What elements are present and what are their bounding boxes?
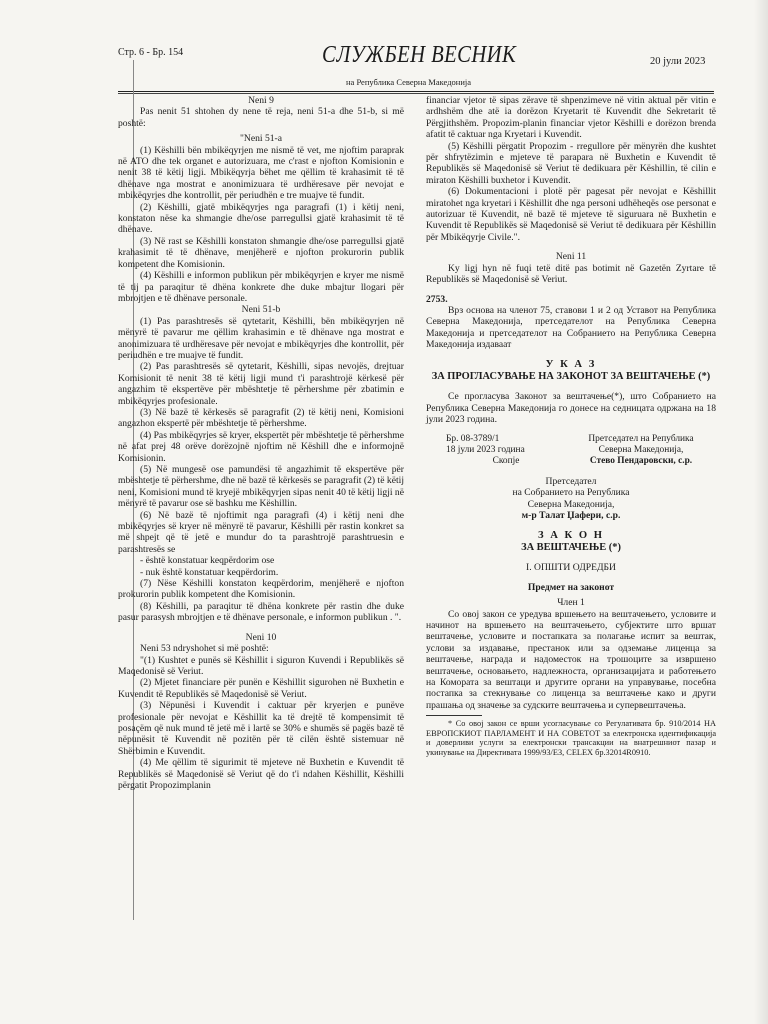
article-heading: "Neni 51-a	[239, 133, 282, 145]
item-number: 2753.	[426, 293, 448, 305]
paragraph: Врз основа на членот 75, ставови 1 и 2 од Уставот на Република Северна Македонија, претседателот на Република Северна Македонија и претседателот на Собранието на Република Северна Македонија издаваат	[426, 304, 716, 351]
speaker-country: Северна Македонија,	[527, 498, 615, 510]
paragraph: Со овој закон се уредува вршењето на вештачењето, условите и начинот на вршењето на вештачењето, субјектите што вршат вештачење, условите и постапката за полагање испит за вештак, услови за издавање, престанок или за одземање лиценца за вештачење, награда и надоместок на трошоците за извршено вештачење, основањето, надлежноста, организацијата и работењето на Комората за вештаци и другите органи на управување, посебна постапка за стекнување со лиценца за вештачење како и други прашања од значење за судските вештачења и супервештачења.	[426, 608, 716, 711]
header-rule-thin	[118, 93, 714, 94]
section-heading: Предмет на законот	[527, 581, 615, 593]
article-heading: Neni 51-b	[241, 304, 281, 316]
page-reference: Стр. 6 - Бр. 154	[118, 47, 184, 58]
decree-number: Бр. 08-3789/1	[446, 433, 500, 444]
president-country: Северна Македонија,	[598, 445, 684, 456]
list-item: - është konstatuar keqpërdorim ose	[140, 555, 275, 567]
president-title: Претседател на Република	[588, 433, 694, 444]
left-column	[118, 95, 404, 791]
chapter-heading: I. ОПШТИ ОДРЕДБИ	[526, 562, 616, 574]
law-subtitle: ЗА ВЕШТАЧЕЊЕ (*)	[521, 542, 621, 553]
footnote: * Со овој закон се врши усогласување со Регулативата бр. 910/2014 НА ЕВРОПСКИОТ ПАРЛАМЕНТ И НА СОВЕТОТ за електронска идентификација и доверливи услуги за електронски трансакции на внатрешниот пазар и укинување на Директивата 1999/93/ЕЗ, CELEX бр.32014R0910.	[426, 719, 716, 758]
paragraph: (4) Me qëllim të sigurimit të mjeteve në Buxhetin e Kuvendit të Republikës së Maqedonisë së Veriut që do t'i ndahen Këshillit, Këshilli përgatit Propozimplanin	[118, 757, 404, 791]
decree-place: Скопје	[492, 456, 520, 467]
paragraph: (2) Këshilli, gjatë mbikëqyrjes nga paragrafi (1) i këtij neni, konstaton nëse ka shmangie dhe/ose parregullsi gjatë krahasimit të të dhënave.	[118, 201, 404, 236]
decree-subtitle: ЗА ПРОГЛАСУВАЊЕ НА ЗАКОНОТ ЗА ВЕШТАЧЕЊЕ (*)	[431, 371, 711, 383]
signature-block	[426, 434, 716, 468]
paragraph: (5) Këshilli përgatit Propozim - rregullore për mënyrën dhe kushtet për shfrytëzimin e mjeteve të parapara në Buxhetin e Kuvendit të Republikës së Maqedonisë së Veriut të dedikuara për Këshillin, të cilin e miraton Këshilli buxhetor i Kuvendit.	[426, 140, 716, 186]
footnote-rule	[426, 715, 482, 716]
article-heading: Neni 10	[245, 631, 277, 643]
paragraph: Neni 53 ndryshohet si më poshtë:	[140, 643, 269, 655]
paragraph: (3) Në rast se Këshilli konstaton shmangie dhe/ose parregullsi gjatë krahasimit të të dhënave, menjëherë e njofton prokurorin publik kompetent dhe Komisionin.	[118, 235, 404, 270]
paragraph: (3) Në bazë të kërkesës së paragrafit (2) të këtij neni, Komisioni angazhon ekspertë për mbështetje të përhershme.	[118, 406, 404, 430]
paragraph: financiar vjetor të sipas zërave të shpenzimeve në vitin aktual për vitin e ardhshëm dhe atë ia dorëzon Kryetarit të Kuvendit dhe Sekretarit të Përgjithshëm. Propozim-planin financiar vjetor Këshilli e dorëzon brenda afatit të caktuar nga Kryetari i Kuvendit.	[426, 95, 716, 141]
speaker-title: на Собранието на Република	[512, 487, 630, 499]
paragraph: Pas nenit 51 shtohen dy nene të reja, neni 51-a dhe 51-b, si më poshtë:	[118, 106, 404, 129]
paragraph: "(1) Kushtet e punës së Këshillit i siguron Kuvendi i Republikës së Maqedonisë së Veriut.	[118, 654, 404, 677]
header-rule	[118, 91, 714, 92]
paragraph: (2) Pas parashtresës së qytetarit, Këshilli, sipas nevojës, drejtuar Komisionit të nenit 38 të këtij ligji mund t'i parashtrojë kërkesë për angazhim të ekspertëve për mbështetje të përhershme për zbatimin e mbikëqyrjes profesionale.	[118, 361, 404, 407]
paragraph: (4) Këshilli e informon publikun për mbikëqyrjen e kryer me nismë të tij pa paraqitur të dhëna konkrete dhe duke mbajtur llogari për mbrojtjen e të dhënave personale.	[118, 270, 404, 304]
paragraph: (1) Këshilli bën mbikëqyrjen me nismë të vet, me njoftim paraprak në ATO dhe tek organet e autorizuara, me c'rast e njofton Komisionin e nenit 38 të këtij ligji. Mbikëqyrja bëhet me qëllim të krahasimit të të dhënave nga mostrat e anonimizuara të urdhëresave për nevojat e mbikëqyrjes dhe kontrollit, për periudhën e tre muajve të fundit.	[118, 144, 404, 202]
speaker-name: м-р Талат Џафери, с.р.	[521, 510, 621, 522]
decree-date: 18 јули 2023 година	[446, 445, 525, 456]
article-heading: Neni 11	[555, 251, 587, 263]
speaker-title: Претседател	[545, 475, 597, 487]
law-title: З А К О Н	[538, 529, 604, 541]
paragraph: (7) Nëse Këshilli konstaton keqpërdorim, menjëherë e njofton prokurorin publik kompetent dhe Komisionin.	[118, 578, 404, 601]
paragraph: (5) Në mungesë ose pamundësi të angazhimit të ekspertëve për mbështetje të përhershme, dhe në bazë të kërkesës se paragrafit (2) të këtij neni, Komisioni mund të kryejë mbikëqyrjen sipas nenit 40 të këtij ligji në mënyrë të pavarur ose së bashku me Këshillin.	[118, 464, 404, 510]
gazette-title: СЛУЖБЕН ВЕСНИК	[322, 42, 517, 68]
paragraph: Ky ligj hyn në fuqi tetë ditë pas botimit në Gazetën Zyrtare të Republikës së Maqedonisë së Veriut.	[426, 262, 716, 286]
president-name: Стево Пендаровски, с.р.	[589, 456, 693, 467]
issue-date: 20 јули 2023	[650, 56, 706, 67]
paragraph: (3) Nëpunësi i Kuvendit i caktuar për kryerjen e punëve profesionale për nevojat e Këshillit ka të drejtë të kompensimit të posaçëm që nuk mund të jetë më i lartë se 30% e shumës së pagës bazë të nëpunësit të Kuvendit në pozitën për të cilën është sistemuar në Shërbimin e Kuvendit.	[118, 700, 404, 757]
paragraph: (1) Pas parashtresës së qytetarit, Këshilli, bën mbikëqyrjen në mënyrë të pavarur me qëllim krahasimin e të dhënave nga mostrat e anonimizuara të urdhëresave për nevojat e mbikëqyrjes dhe kontrollit, për periudhën e tre muajve të fundit.	[118, 315, 404, 361]
article-heading: Neni 9	[248, 95, 274, 106]
article-heading: Член 1	[557, 597, 585, 609]
page-edge-shadow	[754, 0, 768, 1024]
paragraph: Се прогласува Законот за вештачење(*), што Собранието на Република Северна Македонија го донесе на седницата одржана на 18 јули 2023 година.	[426, 391, 716, 426]
list-item: - nuk është konstatuar keqpërdorim.	[140, 566, 279, 578]
decree-title: У К А З	[545, 358, 597, 370]
right-column	[426, 95, 716, 758]
paragraph: (2) Mjetet financiare për punën e Këshillit sigurohen në Buxhetin e Kuvendit të Republikës së Maqedonisë së Veriut.	[118, 677, 404, 700]
paragraph: (6) Në bazë të njoftimit nga paragrafi (4) i këtij neni dhe mbikëqyrjes së kryer në mënyrë të pavarur, Këshilli për rastin konkret sa më shpejt që të jetë e mundur do ta parashtrojë parashtruesin e parashtresës se	[118, 509, 404, 555]
paragraph: (8) Këshilli, pa paraqitur të dhëna konkrete për rastin dhe duke pasur parasysh mbrojtjen e të dhënave personale, e informon publikun . ".	[118, 600, 404, 624]
paragraph: (6) Dokumentacioni i plotë për pagesat për nevojat e Këshillit miratohet nga kryetari i Këshillit dhe nga personi udhëheqës ose personat e autorizuar të Kuvendit, në bazë të mjeteve të siguruara në Buxhetin e Kuvendit të Republikës së Maqedonisë së Veriut të dedikuara për Këshillin për Mbikëqyrje Civile.".	[426, 186, 716, 243]
gazette-subtitle: на Република Северна Македонија	[346, 77, 472, 87]
paragraph: (4) Pas mbikëqyrjes së kryer, ekspertët për mbështetje të përhershme në afat prej 48 orëve dorëzojnë njoftim në Këshill dhe e informojnë Komisionin.	[118, 429, 404, 464]
